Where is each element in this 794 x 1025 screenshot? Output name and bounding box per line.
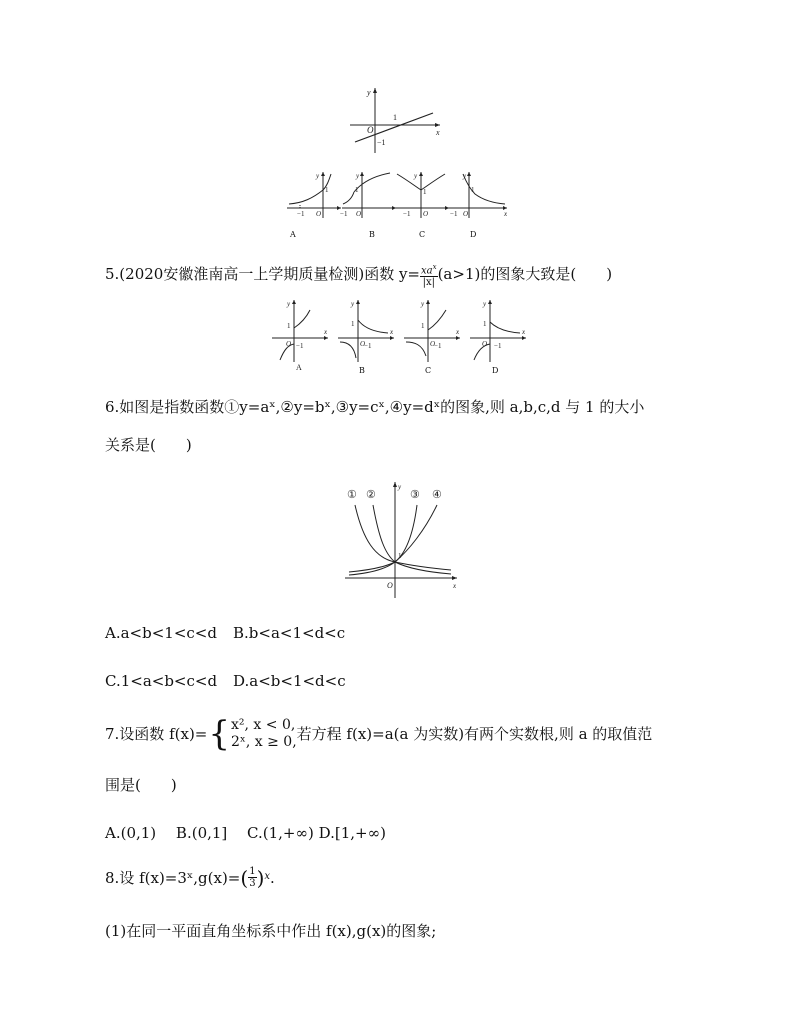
q8-suffix: .	[270, 868, 275, 887]
q6-option-a[interactable]: A.a<b<1<c<d	[105, 624, 217, 642]
origin: O	[286, 340, 292, 348]
q5-prefix: 5.(2020安徽淮南高一上学期质量检测)函数 y=	[105, 265, 421, 284]
tick-one: 1	[351, 320, 355, 328]
curve-label-4: ④	[432, 489, 442, 501]
q5-frac-den: |x|	[422, 277, 435, 289]
q8-part1: (1)在同一平面直角坐标系中作出 f(x),g(x)的图象;	[105, 922, 437, 940]
option-label-c: C	[419, 230, 426, 239]
tick-1: 1	[393, 113, 397, 122]
q5-option-label-c: C	[425, 366, 432, 375]
origin: O	[387, 581, 393, 590]
origin: O	[360, 340, 366, 348]
origin: O	[356, 210, 362, 218]
tick-neg1: −1	[494, 342, 502, 350]
tick-neg1: −1	[434, 342, 442, 350]
axis-x: x	[324, 328, 328, 336]
q5-option-a-graph	[270, 298, 332, 372]
option-label-a: A	[290, 230, 296, 239]
axis-x: x	[390, 328, 394, 336]
top-line-graph	[345, 85, 445, 155]
q5-option-c-graph	[402, 298, 464, 363]
axis-y: y	[351, 300, 355, 308]
option-b-graph	[340, 170, 398, 220]
question-8	[105, 866, 275, 889]
axis-y: y	[483, 300, 487, 308]
tick-neg1: −1	[377, 138, 386, 147]
q6-option-c[interactable]: C.1<a<b<c<d	[105, 672, 218, 690]
q8-prefix: 8.设 f(x)=3ˣ,g(x)=	[105, 868, 241, 887]
tick-one: 1	[471, 186, 475, 194]
question-6-line2: 关系是( )	[105, 436, 192, 454]
q8-fraction	[248, 866, 256, 889]
axis-y: y	[356, 172, 360, 180]
q8-sup: x	[264, 871, 271, 882]
tick-neg1: −1	[296, 342, 304, 350]
q7-brace: {	[208, 714, 231, 754]
option-c-graph	[393, 170, 451, 220]
origin: O	[430, 340, 436, 348]
q8-lparen: (	[240, 865, 249, 890]
question-5	[105, 262, 612, 288]
q5-frac-num: xa	[421, 265, 433, 277]
tick-one: 1	[423, 188, 427, 196]
q8-rparen: )	[256, 865, 265, 890]
option-d-graph	[447, 170, 509, 220]
origin: O	[316, 210, 322, 218]
question-7	[105, 714, 653, 754]
q8-frac-den: 3	[249, 878, 256, 889]
origin: O	[423, 210, 429, 218]
q6-option-d[interactable]: D.a<b<1<d<c	[233, 672, 346, 690]
origin-label: O	[367, 125, 374, 135]
axis-y: y	[316, 172, 320, 180]
tick-one: 1	[287, 322, 291, 330]
option-label-b: B	[369, 230, 375, 239]
q5-option-b-graph	[336, 298, 398, 363]
question-6-line1: 6.如图是指数函数①y=aˣ,②y=bˣ,③y=cˣ,④y=dˣ的图象,则 a,b,c,d 与 1 的大小	[105, 398, 645, 416]
tick-neg1: −1	[450, 210, 458, 218]
tick-neg1: −1	[364, 342, 372, 350]
q7-options[interactable]: A.(0,1) B.(0,1] C.(1,+∞) D.[1,+∞)	[105, 824, 386, 842]
axis-x: x	[522, 328, 526, 336]
q7-suffix: 若方程 f(x)=a(a 为实数)有两个实数根,则 a 的取值范	[296, 725, 653, 743]
q8-frac-num: 1	[249, 866, 256, 877]
y-axis-label: y	[367, 88, 371, 97]
option-label-d: D	[470, 230, 477, 239]
q5-option-label-b: B	[359, 366, 365, 375]
axis-y: y	[414, 172, 418, 180]
axis-y: y	[463, 172, 467, 180]
tick-one: 1	[483, 320, 487, 328]
q5-suffix: (a>1)的图象大致是( )	[437, 265, 613, 284]
curve-label-1: ①	[347, 489, 357, 501]
origin: O	[463, 210, 469, 218]
axis-y: y	[287, 300, 291, 308]
q4-options-figure	[285, 170, 510, 245]
tick-neg1: −1	[297, 210, 305, 218]
q5-option-d-graph	[468, 298, 530, 363]
tick-one: 1	[355, 186, 359, 194]
q7-case1: x², x < 0,	[231, 717, 296, 733]
tick-one: 1	[325, 186, 329, 194]
axis-x: x	[453, 582, 457, 590]
q5-options-figure	[270, 298, 530, 378]
curve-label-2: ②	[366, 489, 376, 501]
tick-neg1: −1	[340, 210, 348, 218]
q6-exponential-graph	[335, 480, 465, 600]
x-axis-label: x	[436, 128, 440, 137]
question-7-line2: 围是( )	[105, 776, 177, 794]
q5-frac-sup: x	[432, 263, 437, 271]
axis-x: x	[456, 328, 460, 336]
tick-one: 1	[421, 322, 425, 330]
axis-y: y	[421, 300, 425, 308]
origin: O	[482, 340, 488, 348]
q7-prefix: 7.设函数 f(x)=	[105, 725, 208, 743]
q5-label-a: A	[296, 363, 302, 372]
q7-case2: 2ˣ, x ≥ 0,	[231, 734, 297, 750]
axis-x: x	[504, 210, 508, 218]
axis-y: y	[398, 483, 402, 491]
curve-label-3: ③	[410, 489, 420, 501]
option-a-graph	[285, 170, 343, 220]
q6-option-b[interactable]: B.b<a<1<d<c	[233, 624, 346, 642]
tick-neg1: −1	[403, 210, 411, 218]
q7-cases	[231, 717, 297, 751]
tick-one: 1	[398, 552, 402, 560]
q5-option-label-d: D	[492, 366, 499, 375]
q5-fraction	[420, 262, 438, 288]
